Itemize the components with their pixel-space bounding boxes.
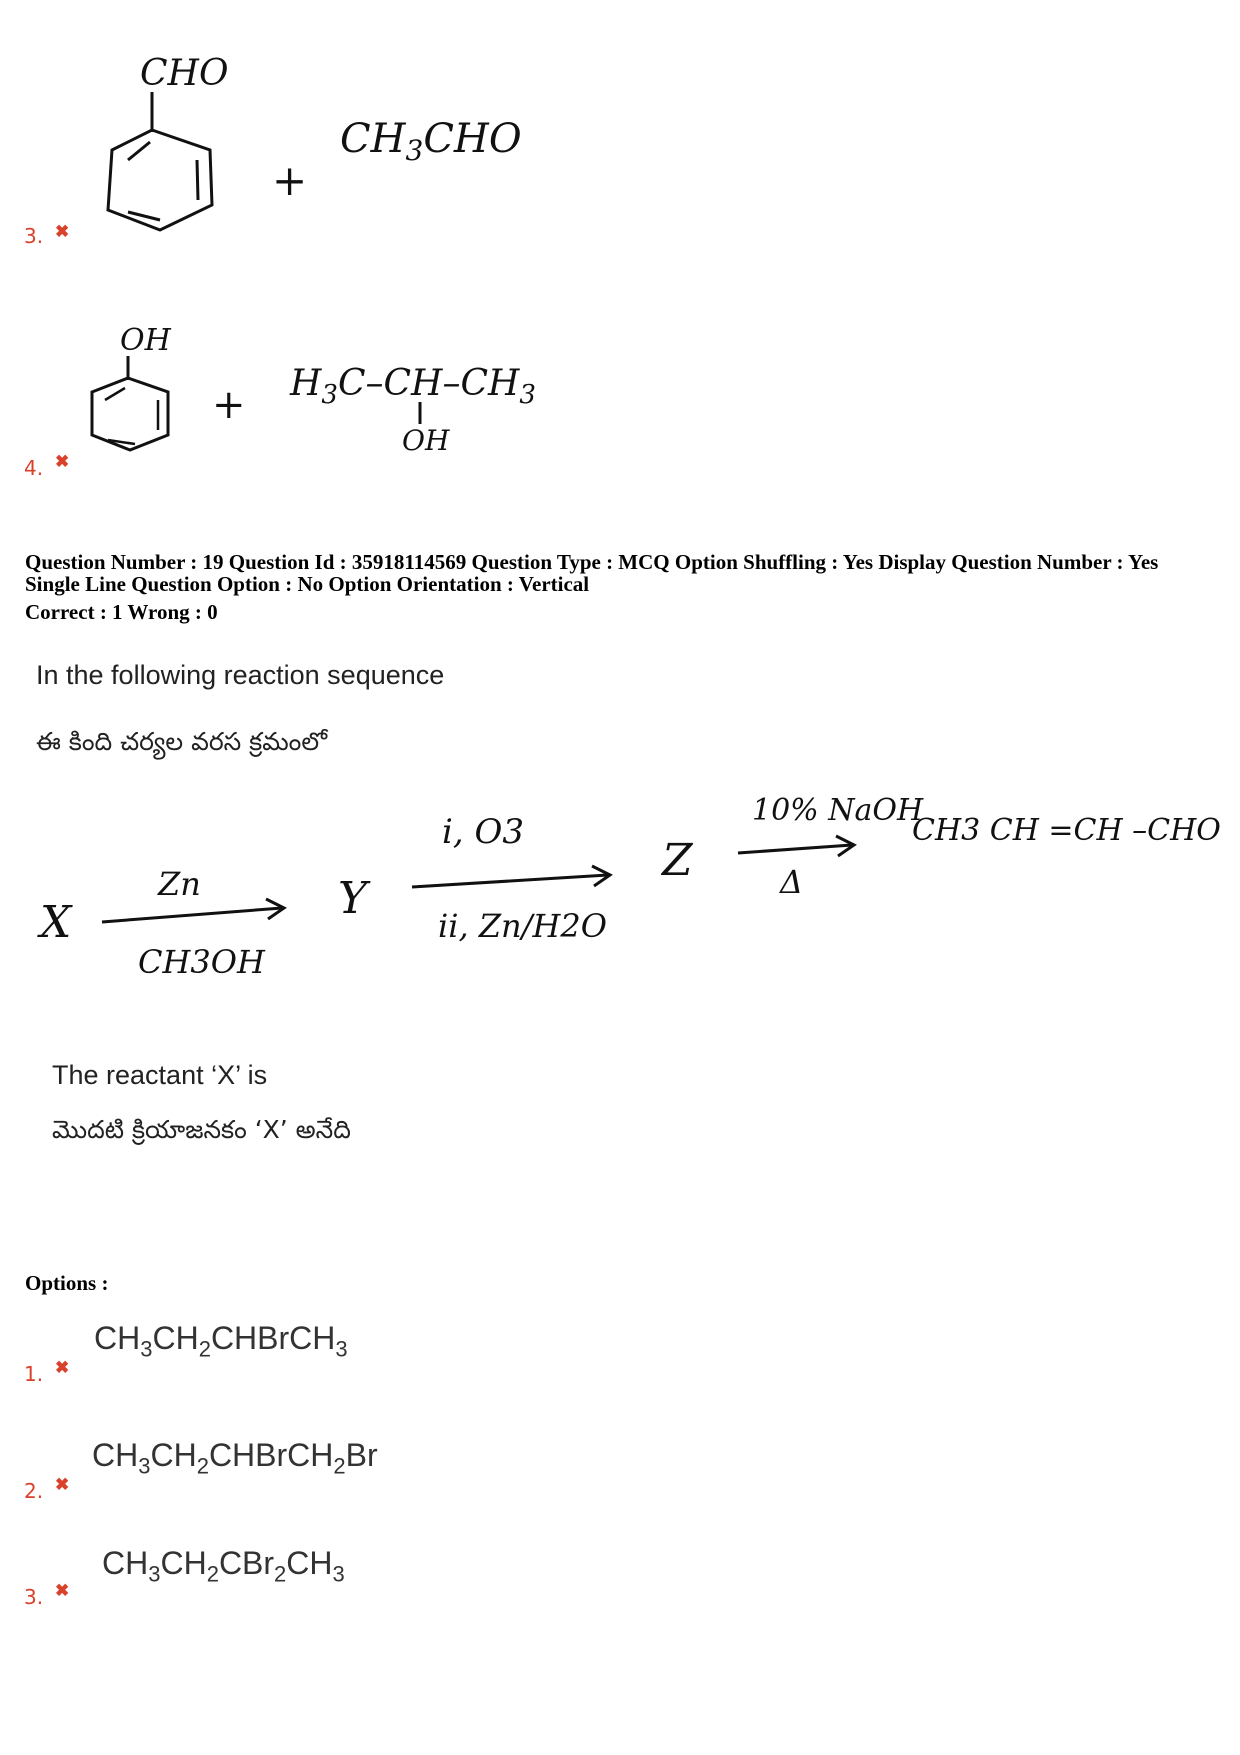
option-number: 1. (24, 1362, 44, 1386)
phenol-isopropanol-drawing (0, 320, 600, 470)
question-meta (25, 551, 1225, 623)
prev-option-4 (0, 320, 600, 470)
step2-reagent-top: i, O3 (442, 812, 524, 852)
question-meta-line1: Question Number : 19 Question Id : 35918114569 Question Type : MCQ Option Shuffling : Yes Display Question Number : Yes (25, 550, 1159, 574)
question-intro-te: ఈ కింది చర్యల వరస క్రమంలో (36, 727, 328, 756)
question-score-line: Correct : 1 Wrong : 0 (25, 600, 218, 624)
option-formula: $CH_3CH_2CHBrCH_3$ (94, 1320, 348, 1362)
wrong-mark-icon: ✖ (55, 1475, 70, 1494)
product-label: CH3 CH =CH –CHO (912, 813, 1220, 848)
reactant-x: X (40, 897, 72, 948)
benzaldehyde-acetaldehyde-drawing (0, 40, 600, 250)
option-formula: $CH_3CH_2CHBrCH_2Br$ (92, 1437, 378, 1479)
option-2[interactable] (20, 1437, 520, 1507)
option-1[interactable] (20, 1320, 520, 1390)
plus-sign: + (212, 382, 246, 428)
step3-reagent-top: 10% NaOH (752, 793, 924, 828)
intermediate-z: Z (662, 835, 693, 886)
reaction-scheme-drawing (20, 765, 1220, 995)
cho-label: CHO (140, 53, 229, 94)
wrong-mark-icon: ✖ (55, 1358, 70, 1377)
option-3[interactable] (20, 1545, 520, 1615)
question-prompt-te: మొదటి క్రియాజనకం ‘X’ అనేది (52, 1115, 351, 1144)
prev-option-3 (0, 40, 600, 250)
ch3cho-label: $CH_3CHO$ (340, 116, 522, 167)
option-number: 3. (24, 224, 44, 248)
isopropanol-chain: $H_3C-CH-CH_3$ (290, 363, 536, 410)
step1-reagent-top: Zn (158, 865, 201, 903)
option-number: 3. (24, 1585, 44, 1609)
step1-reagent-bottom: CH3OH (138, 943, 265, 981)
wrong-mark-icon: ✖ (55, 1581, 70, 1600)
option-number: 2. (24, 1479, 44, 1503)
wrong-mark-icon: ✖ (55, 452, 70, 471)
step2-reagent-bottom: ii, Zn/H2O (438, 907, 607, 945)
intermediate-y: Y (338, 873, 368, 924)
question-meta-line2: Single Line Question Option : No Option Orientation : Vertical (25, 572, 590, 596)
plus-sign: + (272, 156, 308, 205)
step3-reagent-bottom: Δ (780, 863, 804, 901)
reaction-scheme (20, 765, 1220, 995)
wrong-mark-icon: ✖ (55, 222, 70, 241)
option-number: 4. (24, 456, 44, 480)
options-label: Options : (25, 1271, 109, 1295)
question-intro-en: In the following reaction sequence (36, 660, 445, 690)
question-prompt-en: The reactant ‘X’ is (52, 1060, 268, 1090)
oh-label: OH (120, 323, 171, 358)
oh-label-chain: OH (402, 424, 450, 457)
option-formula: $CH_3CH_2CBr_2CH_3$ (102, 1545, 345, 1587)
